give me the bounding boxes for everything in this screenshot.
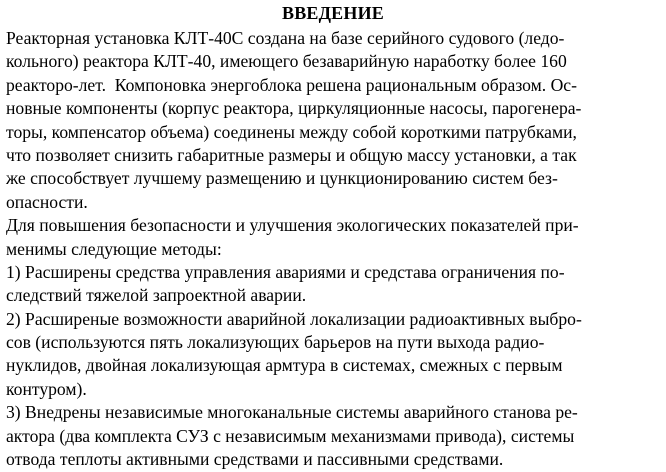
text-line: что позволяет снизить габаритные размеры и общую массу установки, а так — [6, 144, 577, 165]
text-line: Реакторная установка КЛТ-40С создана на базе серийного судового (ледо- — [6, 28, 565, 48]
text-line: же способствует лучшему размещению и цункционированию систем без- — [6, 168, 558, 189]
text-line: опасности. — [6, 191, 88, 212]
text-line: кольного) реактора КЛТ-40, имеющего безаварийную наработку более 160 — [6, 51, 567, 72]
text-line: следствий тяжелой запроектной аварии. — [6, 285, 307, 306]
text-line: менимы следующие методы: — [6, 238, 222, 259]
text-line: 3) Внедрены независимые многоканальные системы аварийного станова ре- — [6, 402, 578, 423]
text-line: отвода теплоты активными средствами и пассивными средствами. — [6, 449, 504, 470]
text-line: контуром). — [6, 378, 87, 399]
text-line: актора (два комплекта СУЗ с независимым механизмами привода), системы — [6, 425, 575, 446]
page-title: ВВЕДЕНИЕ — [281, 3, 384, 23]
text-line: нуклидов, двойная локализующая армтура в системах, смежных с первым — [6, 355, 563, 376]
text-line: реакторо-лет. Компоновка энергоблока решена рациональным образом. Ос- — [6, 74, 577, 95]
text-line: 1) Расширены средства управления авариями и средстава ограничения по- — [6, 261, 565, 282]
text-line: новные компоненты (корпус реактора, циркуляционные насосы, парогенера- — [6, 98, 582, 119]
text-line: сов (используются пять локализующих барьеров на пути выхода радио- — [6, 332, 545, 353]
text-line: торы, компенсатор объема) соединены между собой короткими патрубками, — [6, 121, 577, 142]
text-line: 2) Расширеные возможности аварийной локализации радиоактивных выбро- — [6, 308, 582, 329]
body-text — [6, 27, 658, 471]
text-line: Для повышения безопасности и улучшения экологических показателей при- — [6, 215, 579, 236]
